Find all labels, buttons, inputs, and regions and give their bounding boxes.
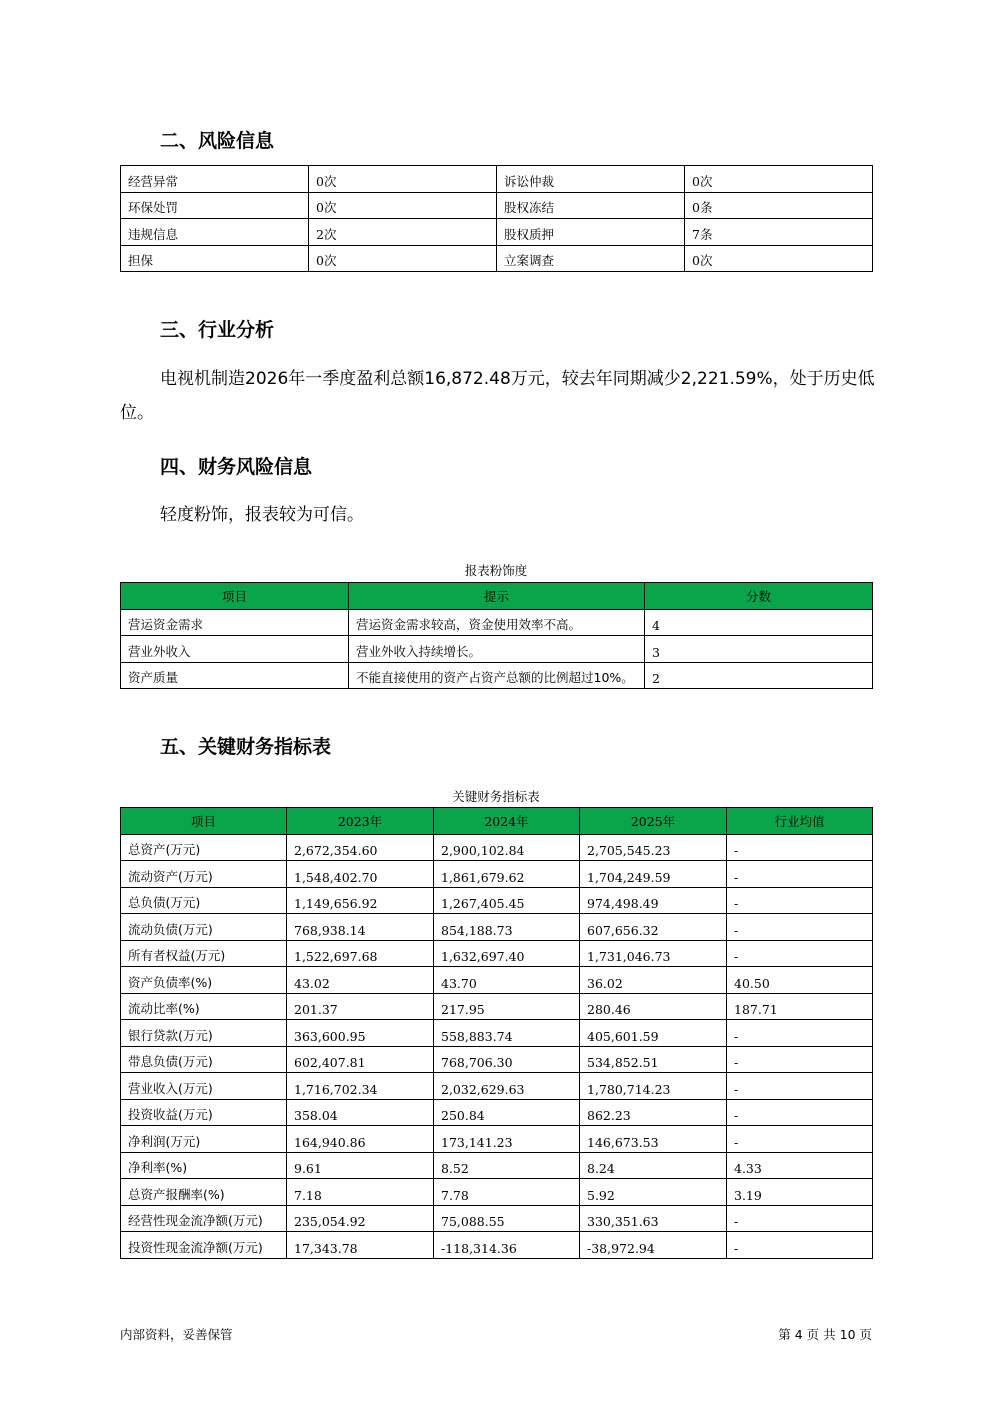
key-fin-table xyxy=(120,807,873,1259)
metric-value-cell: 363,600.95 xyxy=(287,1020,434,1047)
table-row xyxy=(121,1020,873,1047)
table-row xyxy=(121,834,873,861)
metric-label-cell: 带息负债(万元) xyxy=(121,1046,287,1073)
risk-label-cell: 股权冻结 xyxy=(497,192,685,219)
metric-label-cell: 经营性现金流净额(万元) xyxy=(121,1205,287,1232)
metric-value-cell: 280.46 xyxy=(580,993,727,1020)
metric-value-cell: - xyxy=(727,1046,873,1073)
column-header: 分数 xyxy=(645,583,873,610)
metric-value-cell: 43.02 xyxy=(287,967,434,994)
metric-label-cell: 流动资产(万元) xyxy=(121,861,287,888)
risk-value-cell: 0次 xyxy=(685,166,873,193)
risk-label-cell: 违规信息 xyxy=(121,219,309,246)
metric-value-cell: 235,054.92 xyxy=(287,1205,434,1232)
metric-value-cell: 5.92 xyxy=(580,1179,727,1206)
metric-value-cell: 1,780,714.23 xyxy=(580,1073,727,1100)
metric-label-cell: 营业收入(万元) xyxy=(121,1073,287,1100)
risk-value-cell: 0条 xyxy=(685,192,873,219)
footer-page-number: 第 4 页 共 10 页 xyxy=(778,1327,872,1342)
metric-value-cell: 2,705,545.23 xyxy=(580,834,727,861)
metric-value-cell: 9.61 xyxy=(287,1152,434,1179)
metric-label-cell: 流动比率(%) xyxy=(121,993,287,1020)
metric-value-cell: 250.84 xyxy=(434,1099,580,1126)
metric-value-cell: 358.04 xyxy=(287,1099,434,1126)
metric-value-cell: -38,972.94 xyxy=(580,1232,727,1259)
column-header: 2024年 xyxy=(434,808,580,835)
metric-value-cell: 405,601.59 xyxy=(580,1020,727,1047)
metric-value-cell: - xyxy=(727,1099,873,1126)
table-row xyxy=(121,1205,873,1232)
metric-value-cell: 1,731,046.73 xyxy=(580,940,727,967)
metric-value-cell: 1,522,697.68 xyxy=(287,940,434,967)
metric-value-cell: 2,672,354.60 xyxy=(287,834,434,861)
table-row xyxy=(121,192,873,219)
key-fin-heading: 五、关键财务指标表 xyxy=(160,736,332,758)
metric-value-cell: 1,704,249.59 xyxy=(580,861,727,888)
table-row xyxy=(121,993,873,1020)
metric-value-cell: 1,267,405.45 xyxy=(434,887,580,914)
table-row xyxy=(121,887,873,914)
metric-label-cell: 净利润(万元) xyxy=(121,1126,287,1153)
table-row xyxy=(121,609,873,636)
table-row xyxy=(121,1179,873,1206)
risk-value-cell: 0次 xyxy=(309,166,497,193)
metric-label-cell: 总资产(万元) xyxy=(121,834,287,861)
metric-value-cell: - xyxy=(727,887,873,914)
table-row xyxy=(121,1152,873,1179)
metric-value-cell: - xyxy=(727,914,873,941)
metric-label-cell: 投资收益(万元) xyxy=(121,1099,287,1126)
footer-left: 内部资料，妥善保管 xyxy=(120,1327,233,1342)
fin-risk-table xyxy=(120,582,873,689)
metric-value-cell: 558,883.74 xyxy=(434,1020,580,1047)
metric-value-cell: 8.52 xyxy=(434,1152,580,1179)
metric-value-cell: 1,548,402.70 xyxy=(287,861,434,888)
metric-value-cell: 768,938.14 xyxy=(287,914,434,941)
metric-label-cell: 净利率(%) xyxy=(121,1152,287,1179)
fin-risk-text: 轻度粉饰，报表较为可信。 xyxy=(160,505,364,525)
item-cell: 营运资金需求 xyxy=(121,609,349,636)
metric-value-cell: 75,088.55 xyxy=(434,1205,580,1232)
table-row xyxy=(121,636,873,663)
metric-value-cell: 1,149,656.92 xyxy=(287,887,434,914)
metric-label-cell: 投资性现金流净额(万元) xyxy=(121,1232,287,1259)
score-cell: 2 xyxy=(645,662,873,689)
metric-value-cell: - xyxy=(727,1232,873,1259)
metric-value-cell: 607,656.32 xyxy=(580,914,727,941)
metric-value-cell: - xyxy=(727,834,873,861)
risk-value-cell: 0次 xyxy=(309,192,497,219)
fin-risk-heading: 四、财务风险信息 xyxy=(160,456,313,478)
metric-label-cell: 所有者权益(万元) xyxy=(121,940,287,967)
risk-label-cell: 经营异常 xyxy=(121,166,309,193)
metric-value-cell: - xyxy=(727,1205,873,1232)
metric-value-cell: 3.19 xyxy=(727,1179,873,1206)
metric-label-cell: 资产负债率(%) xyxy=(121,967,287,994)
risk-label-cell: 股权质押 xyxy=(497,219,685,246)
metric-value-cell: - xyxy=(727,861,873,888)
metric-value-cell: - xyxy=(727,1126,873,1153)
metric-value-cell: 17,343.78 xyxy=(287,1232,434,1259)
metric-value-cell: 862.23 xyxy=(580,1099,727,1126)
metric-value-cell: 173,141.23 xyxy=(434,1126,580,1153)
metric-value-cell: 7.78 xyxy=(434,1179,580,1206)
metric-value-cell: 854,188.73 xyxy=(434,914,580,941)
table-row xyxy=(121,1099,873,1126)
table-row xyxy=(121,166,873,193)
metric-value-cell: 330,351.63 xyxy=(580,1205,727,1232)
metric-label-cell: 总资产报酬率(%) xyxy=(121,1179,287,1206)
metric-value-cell: - xyxy=(727,1073,873,1100)
risk-heading: 二、风险信息 xyxy=(160,130,275,152)
metric-value-cell: 2,900,102.84 xyxy=(434,834,580,861)
fin-risk-table-title: 报表粉饰度 xyxy=(464,563,528,578)
industry-text: 电视机制造2026年一季度盈利总额16,872.48万元，较去年同期减少2,221.59%，处于历史低位。 xyxy=(120,369,875,423)
score-cell: 3 xyxy=(645,636,873,663)
metric-value-cell: 602,407.81 xyxy=(287,1046,434,1073)
risk-label-cell: 诉讼仲裁 xyxy=(497,166,685,193)
industry-heading: 三、行业分析 xyxy=(160,319,275,341)
metric-value-cell: -118,314.36 xyxy=(434,1232,580,1259)
risk-label-cell: 担保 xyxy=(121,245,309,272)
risk-value-cell: 7条 xyxy=(685,219,873,246)
item-cell: 营业外收入 xyxy=(121,636,349,663)
metric-value-cell: 1,861,679.62 xyxy=(434,861,580,888)
table-row xyxy=(121,662,873,689)
metric-value-cell: - xyxy=(727,940,873,967)
column-header: 项目 xyxy=(121,583,349,610)
risk-label-cell: 环保处罚 xyxy=(121,192,309,219)
metric-label-cell: 银行贷款(万元) xyxy=(121,1020,287,1047)
metric-value-cell: 146,673.53 xyxy=(580,1126,727,1153)
metric-value-cell: 187.71 xyxy=(727,993,873,1020)
metric-value-cell: 8.24 xyxy=(580,1152,727,1179)
score-cell: 4 xyxy=(645,609,873,636)
hint-cell: 营运资金需求较高，资金使用效率不高。 xyxy=(349,609,645,636)
table-row xyxy=(121,861,873,888)
column-header: 行业均值 xyxy=(727,808,873,835)
metric-value-cell: 7.18 xyxy=(287,1179,434,1206)
item-cell: 资产质量 xyxy=(121,662,349,689)
table-row xyxy=(121,245,873,272)
table-row xyxy=(121,940,873,967)
metric-value-cell: - xyxy=(727,1020,873,1047)
risk-label-cell: 立案调查 xyxy=(497,245,685,272)
key-fin-table-title: 关键财务指标表 xyxy=(452,789,540,804)
column-header: 2025年 xyxy=(580,808,727,835)
hint-cell: 营业外收入持续增长。 xyxy=(349,636,645,663)
column-header: 2023年 xyxy=(287,808,434,835)
risk-value-cell: 2次 xyxy=(309,219,497,246)
metric-value-cell: 164,940.86 xyxy=(287,1126,434,1153)
table-row xyxy=(121,967,873,994)
metric-value-cell: 974,498.49 xyxy=(580,887,727,914)
table-row xyxy=(121,219,873,246)
table-row xyxy=(121,1073,873,1100)
metric-value-cell: 1,716,702.34 xyxy=(287,1073,434,1100)
metric-value-cell: 217.95 xyxy=(434,993,580,1020)
metric-value-cell: 4.33 xyxy=(727,1152,873,1179)
table-row xyxy=(121,914,873,941)
metric-value-cell: 534,852.51 xyxy=(580,1046,727,1073)
metric-label-cell: 流动负债(万元) xyxy=(121,914,287,941)
risk-table xyxy=(120,165,873,272)
table-row xyxy=(121,1046,873,1073)
table-row xyxy=(121,1126,873,1153)
metric-value-cell: 768,706.30 xyxy=(434,1046,580,1073)
metric-value-cell: 40.50 xyxy=(727,967,873,994)
metric-value-cell: 201.37 xyxy=(287,993,434,1020)
metric-value-cell: 36.02 xyxy=(580,967,727,994)
table-row xyxy=(121,1232,873,1259)
hint-cell: 不能直接使用的资产占资产总额的比例超过10%。 xyxy=(349,662,645,689)
metric-value-cell: 2,032,629.63 xyxy=(434,1073,580,1100)
column-header: 提示 xyxy=(349,583,645,610)
metric-value-cell: 43.70 xyxy=(434,967,580,994)
column-header: 项目 xyxy=(121,808,287,835)
risk-value-cell: 0次 xyxy=(309,245,497,272)
risk-value-cell: 0次 xyxy=(685,245,873,272)
metric-label-cell: 总负债(万元) xyxy=(121,887,287,914)
metric-value-cell: 1,632,697.40 xyxy=(434,940,580,967)
